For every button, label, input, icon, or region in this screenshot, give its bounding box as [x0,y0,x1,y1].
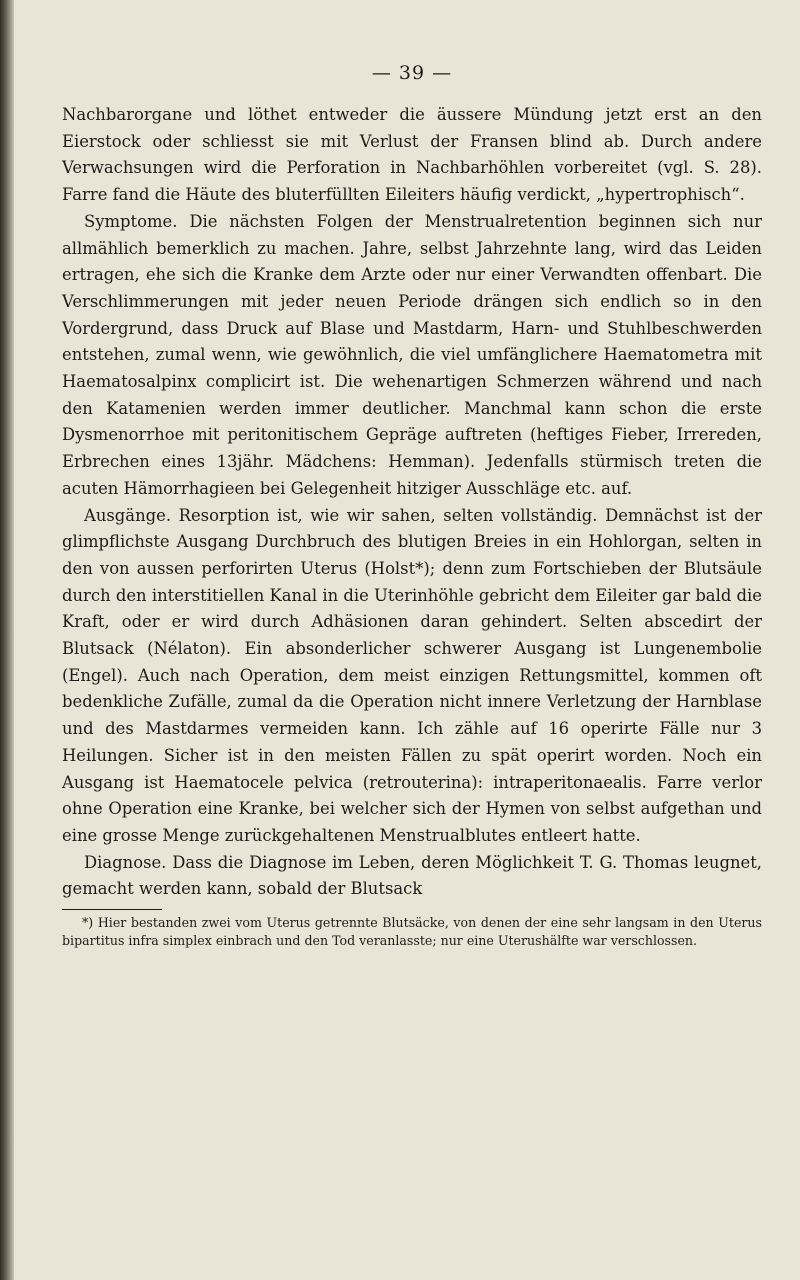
book-page [62,62,762,950]
paragraph-1: Nachbarorgane und löthet entweder die äussere Mündung jetzt erst an den Eierstock oder schliesst sie mit Verlust der Fransen blind ab. Durch andere Verwachsungen wird die Perforation in Nachbarhöhlen vorbereitet (vgl. S. 28). Farre fand die Häute des bluterfüllten Eileiters häufig verdickt, „hypertrophisch“. [62,105,762,205]
footnote: *) Hier bestanden zwei vom Uterus getrennte Blutsäcke, von denen der eine sehr langsam in den Uterus bipartitus infra simplex einbrach und den Tod veranlasste; nur eine Uterushälfte war verschlossen. [62,915,762,949]
body-text [62,102,762,903]
paragraph-ausgaenge: Ausgänge. Resorption ist, wie wir sahen, selten vollständig. Demnächst ist der glimpflichste Ausgang Durchbruch des blutigen Breies in ein Hohlorgan, selten in den von aussen perforirten Uterus (Holst*); denn zum Fortschieben der Blutsäule durch den interstitiellen Kanal in die Uterinhöhle gebricht dem Eileiter gar bald die Kraft, oder er wird durch Adhäsionen daran gehindert. Selten abscedirt der Blutsack (Nélaton). Ein absonderlicher schwerer Ausgang ist Lungenembolie (Engel). Auch nach Operation, dem meist einzigen Rettungsmittel, kommen oft bedenkliche Zufälle, zumal da die Operation nicht innere Verletzung der Harnblase und des Mastdarmes vermeiden kann. Ich zähle auf 16 operirte Fälle nur 3 Heilungen. Sicher ist in den meisten Fällen zu spät operirt worden. Noch ein Ausgang ist Haematocele pelvica (retrouterina): intraperitonaealis. Farre verlor ohne Operation eine Kranke, bei welcher sich der Hymen von selbst aufgethan und eine grosse Menge zurückgehaltenen Menstrualblutes entleert hatte. [62,505,762,845]
paragraph-diagnose: Diagnose. Dass die Diagnose im Leben, deren Möglichkeit T. G. Thomas leugnet, gemacht werden kann, sobald der Blutsack [62,852,762,899]
footnote-divider [62,909,162,910]
page-binding-edge [0,0,14,1280]
paragraph-symptome: Symptome. Die nächsten Folgen der Menstrualretention beginnen sich nur allmählich bemerklich zu machen. Jahre, selbst Jahrzehnte lang, wird das Leiden ertragen, ehe sich die Kranke dem Arzte oder nur einer Verwandten offenbart. Die Verschlimmerungen mit jeder neuen Periode drängen sich endlich so in den Vordergrund, dass Druck auf Blase und Mastdarm, Harn- und Stuhlbeschwerden entstehen, zumal wenn, wie gewöhnlich, die viel umfänglichere Haematometra mit Haematosalpinx complicirt ist. Die wehenartigen Schmerzen während und nach den Katamenien werden immer deutlicher. Manchmal kann schon die erste Dysmenorrhoe mit peritonitischem Gepräge auftreten (heftiges Fieber, Irrereden, Erbrechen eines 13jähr. Mädchens: Hemman). Jedenfalls stürmisch treten die acuten Hämorrhagieen bei Gelegenheit hitziger Ausschläge etc. auf. [62,211,762,498]
page-number: — 39 — [371,62,453,84]
